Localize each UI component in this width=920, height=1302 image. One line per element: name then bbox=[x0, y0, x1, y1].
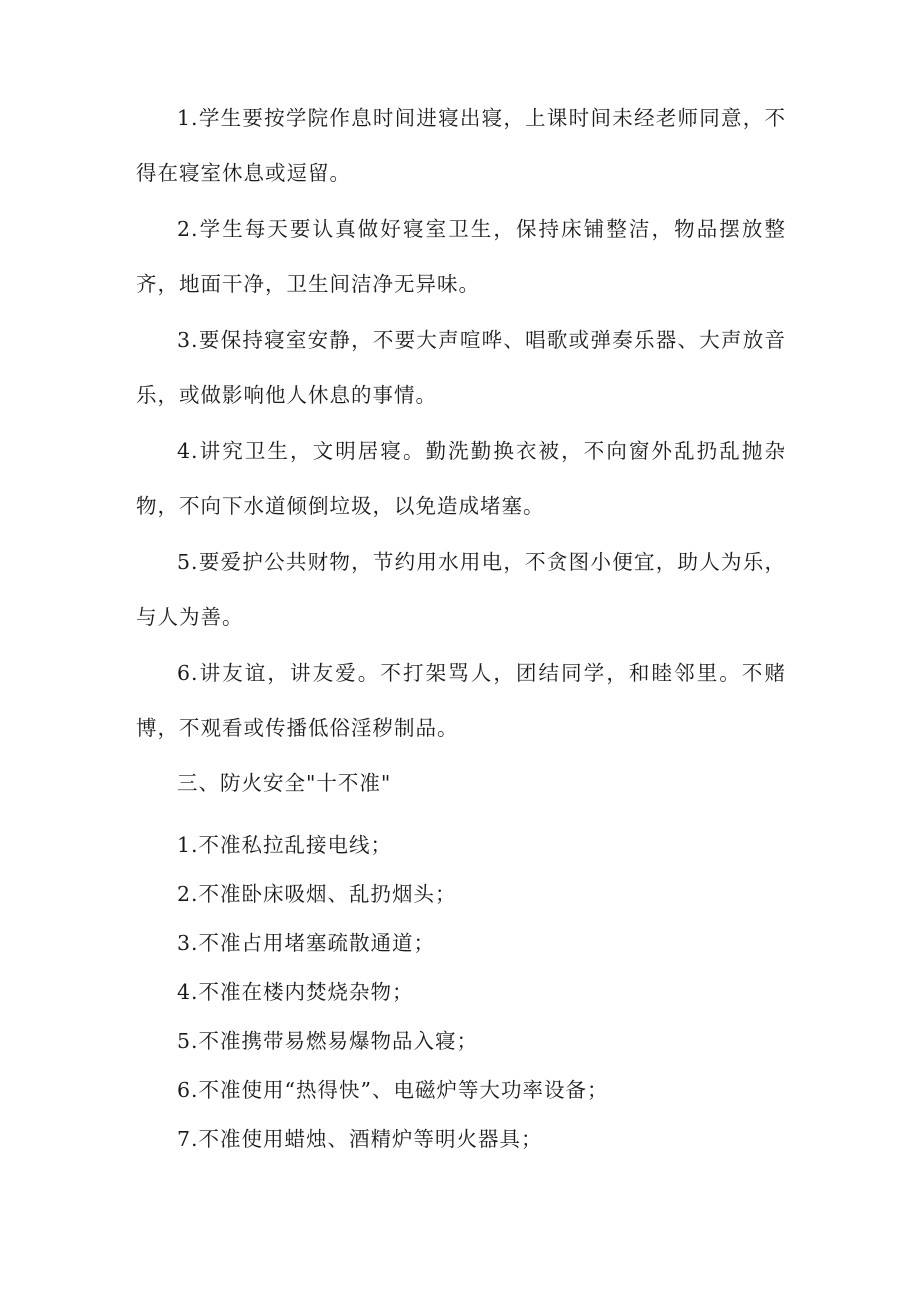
fire-rule-1: 1.不准私拉乱接电线； bbox=[177, 833, 393, 857]
rule-paragraph-2: 2.学生每天要认真做好寝室卫生，保持床铺整洁，物品摆放整齐，地面干净，卫生间洁净无异味。 bbox=[136, 217, 786, 296]
fire-rule-5: 5.不准携带易燃易爆物品入寝； bbox=[177, 1029, 479, 1053]
fire-rule-7: 7.不准使用蜡烛、酒精炉等明火器具； bbox=[177, 1127, 543, 1151]
section-heading-fire-safety: 三、防火安全"十不准" bbox=[177, 771, 392, 795]
rule-paragraph-6: 6.讲友谊，讲友爱。不打架骂人，团结同学，和睦邻里。不赌博，不观看或传播低俗淫秽制品。 bbox=[136, 661, 786, 740]
rule-paragraph-5: 5.要爱护公共财物，节约用水用电，不贪图小便宜，助人为乐，与人为善。 bbox=[136, 550, 786, 629]
fire-rule-2: 2.不准卧床吸烟、乱扔烟头； bbox=[177, 882, 457, 906]
fire-rule-3: 3.不准占用堵塞疏散通道； bbox=[177, 931, 436, 955]
fire-rule-4: 4.不准在楼内焚烧杂物； bbox=[177, 980, 414, 1004]
rule-paragraph-1: 1.学生要按学院作息时间进寝出寝，上课时间未经老师同意，不得在寝室休息或逗留。 bbox=[136, 106, 786, 185]
fire-rule-6: 6.不准使用“热得快”、电磁炉等大功率设备； bbox=[177, 1078, 609, 1102]
rule-paragraph-3: 3.要保持寝室安静，不要大声喧哗、唱歌或弹奏乐器、大声放音乐，或做影响他人休息的事情。 bbox=[136, 328, 786, 407]
rule-paragraph-4: 4.讲究卫生，文明居寝。勤洗勤换衣被，不向窗外乱扔乱抛杂物，不向下水道倾倒垃圾，以免造成堵塞。 bbox=[136, 439, 786, 518]
